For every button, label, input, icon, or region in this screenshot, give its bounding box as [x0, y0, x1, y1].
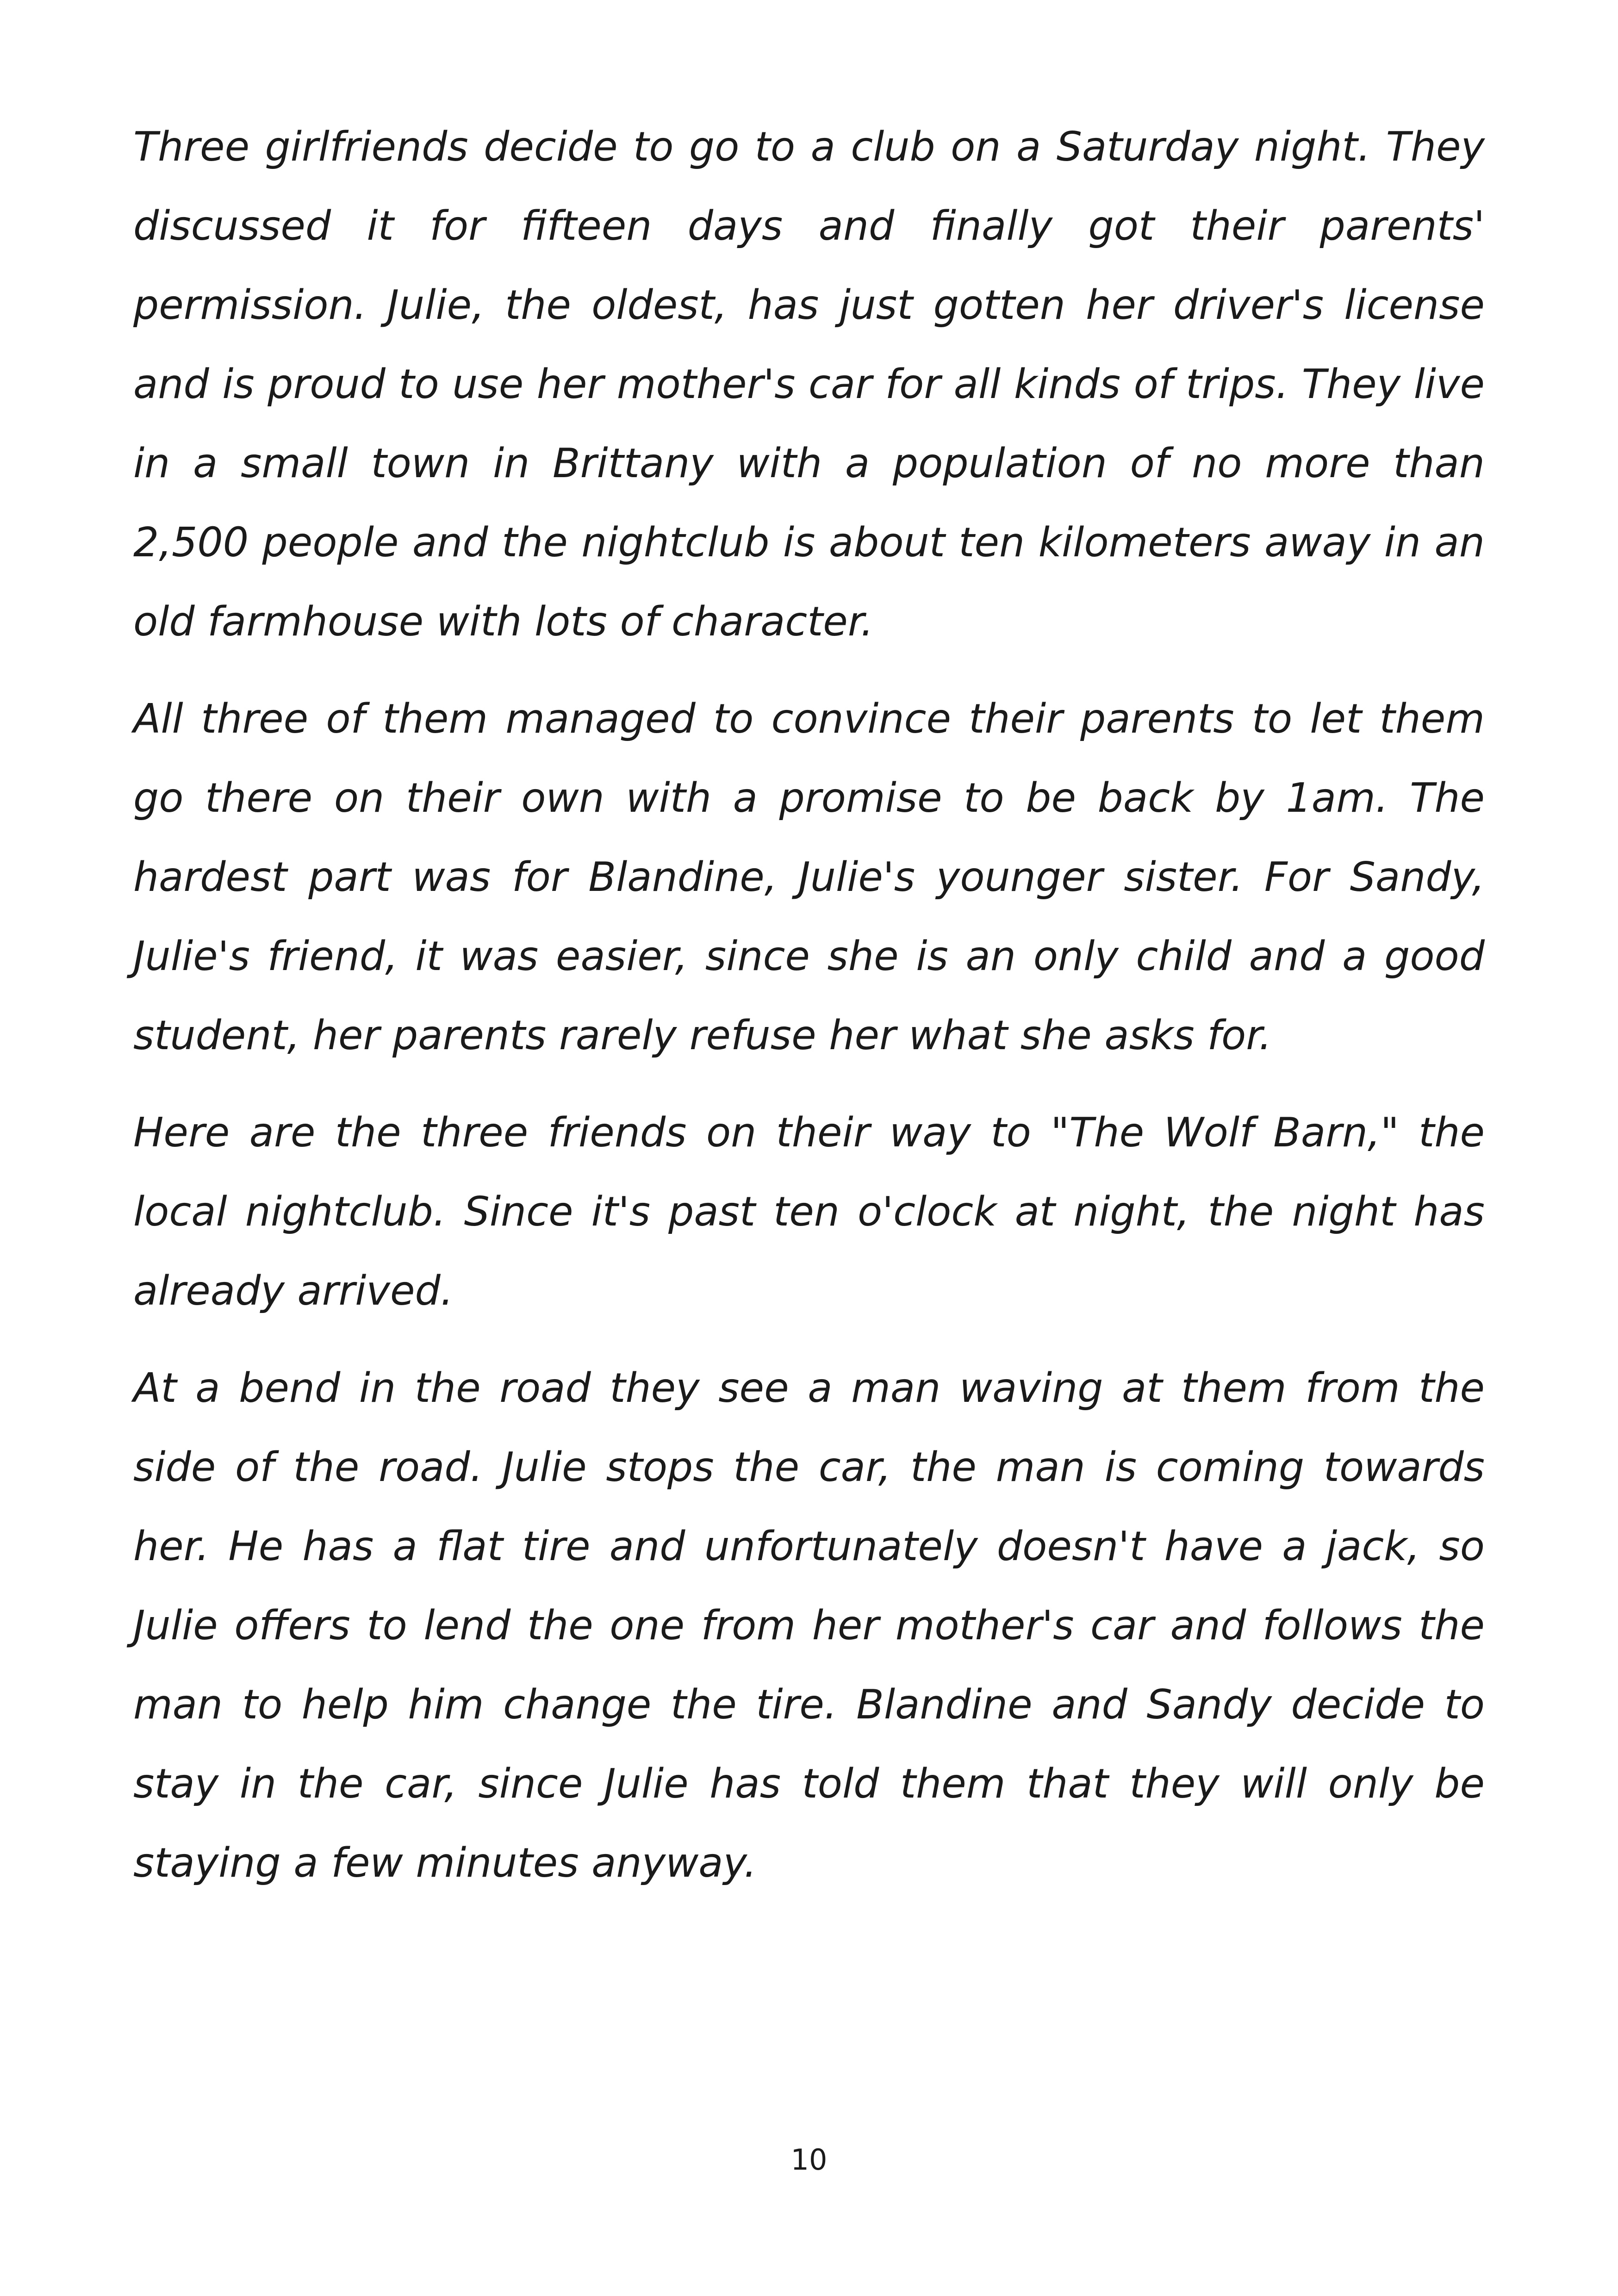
paragraph-2: All three of them managed to convince their parents to let them go there on their own with a promise to be back by 1am. The hardest part was for Blandine, Julie's younger sister. For Sandy, Julie's friend, it was easier, since she is an only child and a good student, her parents rarely refuse her what she asks for.	[133, 695, 1485, 1059]
paragraph-1: Three girlfriends decide to go to a club on a Saturday night. They discussed it for fifteen days and finally got their parents' permission. Julie, the oldest, has just gotten her driver's license and is proud to use her mother's car for all kinds of trips. They live in a small town in Brittany with a population of no more than 2,500 people and the nightclub is about ten kilometers away in an old farmhouse with lots of character.	[133, 123, 1485, 645]
page-number: 10	[790, 2143, 828, 2177]
body-text	[133, 107, 1485, 1903]
paragraph-4: At a bend in the road they see a man waving at them from the side of the road. Julie stops the car, the man is coming towards her. He has a flat tire and unfortunately doesn't have a jack, so Julie offers to lend the one from her mother's car and follows the man to help him change the tire. Blandine and Sandy decide to stay in the car, since Julie has told them that they will only be staying a few minutes anyway.	[133, 1364, 1485, 1886]
paragraph-3: Here are the three friends on their way to "The Wolf Barn," the local nightclub. Since it's past ten o'clock at night, the night has already arrived.	[133, 1109, 1485, 1314]
